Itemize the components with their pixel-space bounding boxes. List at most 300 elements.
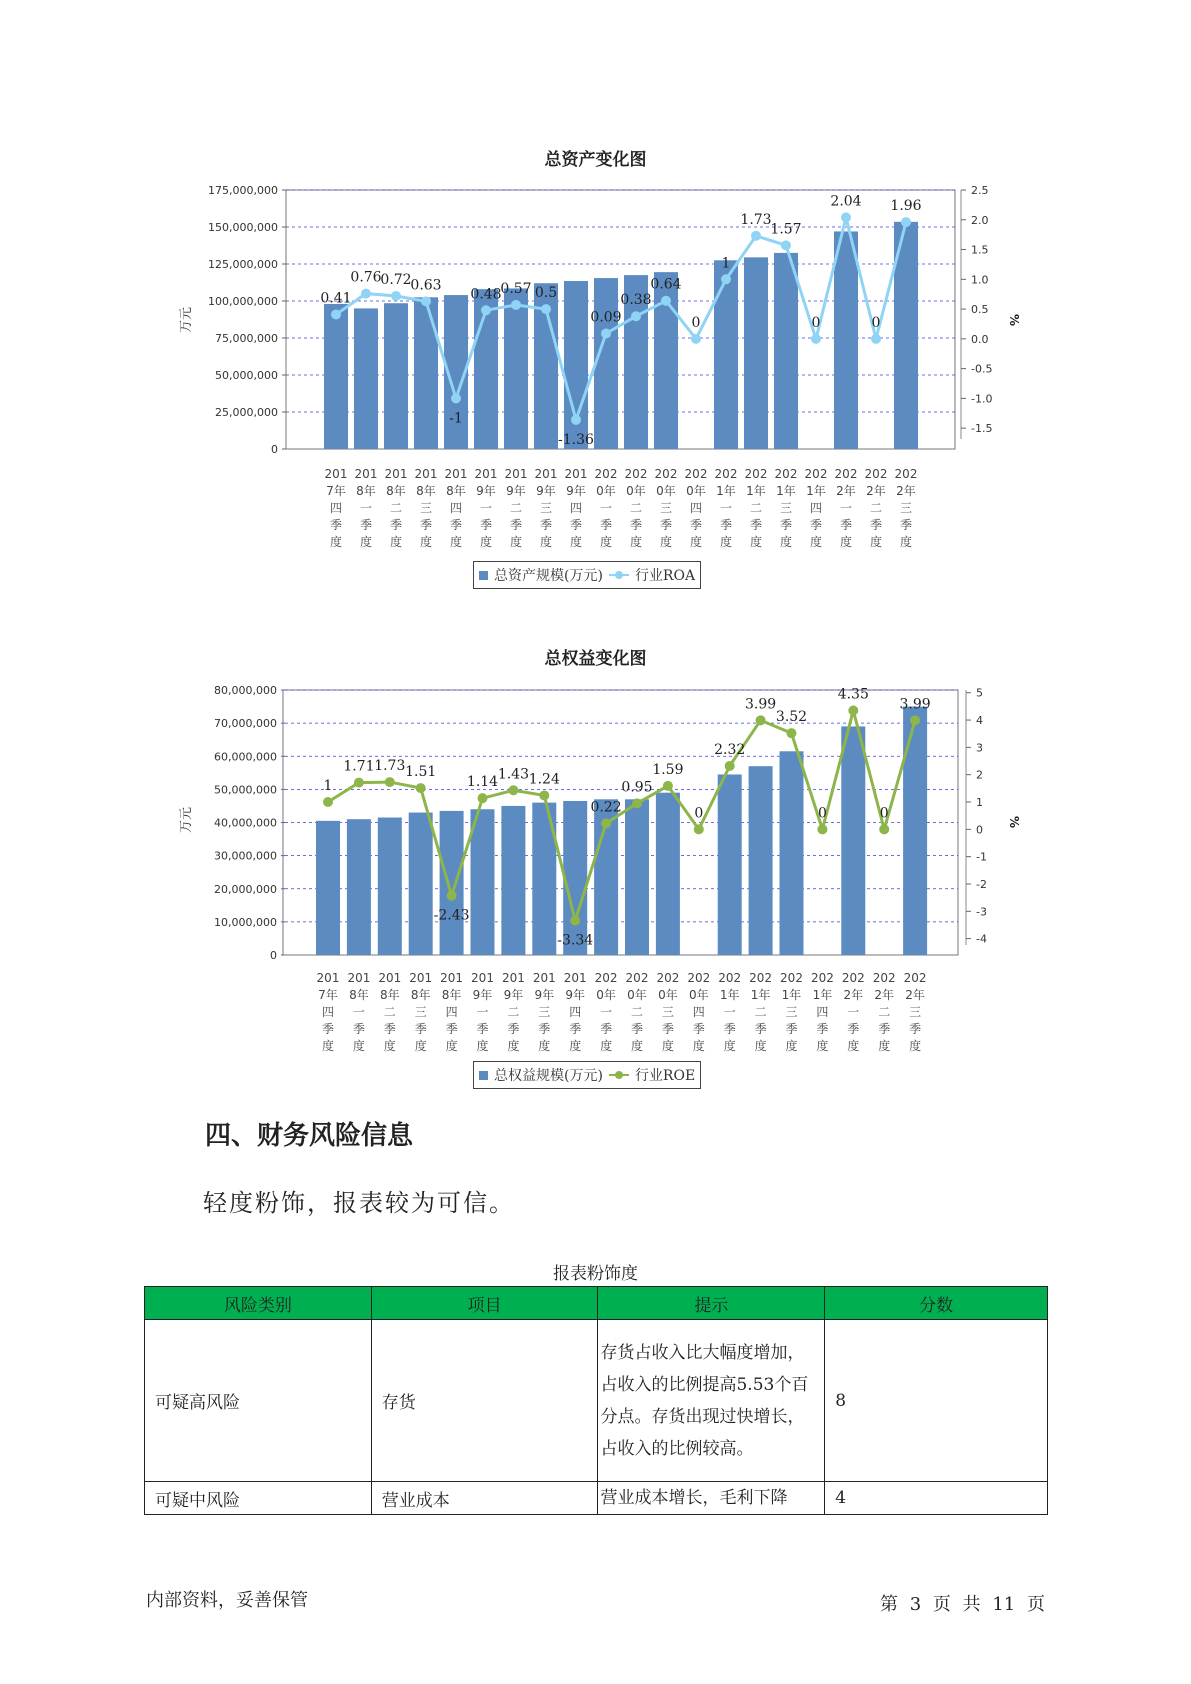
x-tick-label: 0年 bbox=[596, 988, 616, 1002]
data-label: 1.24 bbox=[528, 771, 560, 788]
x-tick-label: 度 bbox=[476, 1039, 489, 1053]
x-tick-label: 季 bbox=[878, 1022, 891, 1036]
data-label: 0.38 bbox=[620, 292, 652, 309]
x-tick-label: 202 bbox=[749, 971, 773, 985]
x-tick-label: 季 bbox=[383, 1022, 396, 1036]
x-tick-label: 9年 bbox=[506, 484, 526, 498]
x-tick-label: 202 bbox=[714, 467, 738, 481]
x-tick-label: 度 bbox=[899, 535, 913, 549]
data-label: 1.96 bbox=[890, 198, 922, 215]
data-label: 3.99 bbox=[899, 696, 931, 713]
y2-tick-label: 0 bbox=[976, 823, 983, 837]
x-tick-label: 三 bbox=[899, 501, 913, 515]
bar bbox=[347, 819, 371, 955]
data-label: 1.73 bbox=[374, 758, 406, 775]
header-risk-category: 风险类别 bbox=[145, 1287, 372, 1320]
data-label: 2.32 bbox=[714, 741, 746, 758]
x-tick-label: 8年 bbox=[446, 484, 466, 498]
x-tick-label: 一 bbox=[847, 1005, 860, 1019]
x-tick-label: 度 bbox=[321, 1039, 335, 1053]
line-point bbox=[694, 824, 704, 834]
footer-page-number: 第 3 页 共 11 页 bbox=[880, 1594, 1045, 1615]
x-tick-label: 四 bbox=[569, 501, 583, 515]
cell-score: 4 bbox=[825, 1482, 1048, 1515]
x-tick-label: 201 bbox=[474, 467, 498, 481]
line-point bbox=[416, 783, 426, 793]
x-tick-label: 季 bbox=[869, 518, 883, 532]
x-tick-label: 2年 bbox=[843, 988, 864, 1002]
x-tick-label: 季 bbox=[359, 518, 373, 532]
line-point bbox=[323, 797, 333, 807]
line-point bbox=[539, 790, 549, 800]
x-tick-label: 度 bbox=[449, 535, 463, 549]
x-tick-label: 四 bbox=[692, 1005, 705, 1019]
x-tick-label: 1年 bbox=[781, 988, 802, 1002]
line-point bbox=[879, 824, 889, 834]
data-label: 3.99 bbox=[745, 696, 777, 713]
x-tick-label: 201 bbox=[324, 467, 348, 481]
x-tick-label: 三 bbox=[909, 1005, 922, 1019]
x-tick-label: 202 bbox=[744, 467, 768, 481]
legend-bar-label: 总权益规模(万元) bbox=[494, 1068, 603, 1084]
x-tick-label: 8年 bbox=[386, 484, 406, 498]
y2-tick-label: -1 bbox=[976, 850, 987, 864]
x-tick-label: 季 bbox=[723, 1022, 736, 1036]
x-tick-label: 四 bbox=[445, 1005, 458, 1019]
x-tick-label: 一 bbox=[476, 1005, 489, 1019]
x-tick-label: 一 bbox=[839, 501, 853, 515]
x-tick-label: 季 bbox=[719, 518, 733, 532]
x-tick-label: 二 bbox=[507, 1005, 520, 1019]
x-tick-label: 201 bbox=[354, 467, 378, 481]
x-tick-label: 度 bbox=[723, 1039, 736, 1053]
x-tick-label: 9年 bbox=[534, 988, 555, 1002]
y2-tick-label: 1.5 bbox=[971, 243, 989, 257]
x-tick-label: 二 bbox=[754, 1005, 767, 1019]
data-label: 1.57 bbox=[770, 221, 802, 238]
line-point bbox=[817, 824, 827, 834]
x-tick-label: 季 bbox=[507, 1022, 520, 1036]
data-label: 0.72 bbox=[380, 271, 412, 288]
legend-total-equity bbox=[473, 1061, 701, 1089]
data-label: 0 bbox=[871, 314, 881, 331]
bar bbox=[471, 809, 495, 955]
chart-title-total-assets: 总资产变化图 bbox=[544, 150, 647, 170]
x-tick-label: 四 bbox=[329, 501, 343, 515]
x-tick-label: 季 bbox=[569, 1022, 582, 1036]
x-tick-label: 202 bbox=[718, 971, 742, 985]
y-tick-label: 40,000,000 bbox=[214, 816, 277, 830]
x-tick-label: 202 bbox=[594, 467, 618, 481]
x-tick-label: 一 bbox=[600, 1005, 613, 1019]
y2-tick-label: 2.0 bbox=[971, 213, 989, 227]
cell-item: 营业成本 bbox=[371, 1482, 598, 1515]
x-tick-label: 度 bbox=[816, 1039, 829, 1053]
y-tick-label: 50,000,000 bbox=[214, 783, 277, 797]
x-tick-label: 一 bbox=[359, 501, 373, 515]
x-tick-label: 2年 bbox=[896, 484, 916, 498]
x-tick-label: 季 bbox=[479, 518, 493, 532]
x-tick-label: 季 bbox=[839, 518, 853, 532]
x-tick-label: 2年 bbox=[905, 988, 925, 1002]
y2-tick-label: -0.5 bbox=[971, 362, 993, 376]
y-tick-label: 150,000,000 bbox=[208, 221, 278, 234]
x-tick-label: 度 bbox=[661, 1039, 674, 1053]
y2-tick-label: 2.5 bbox=[971, 184, 989, 197]
x-tick-label: 季 bbox=[414, 1022, 427, 1036]
data-label: 1.14 bbox=[466, 774, 499, 791]
chart-title-total-equity: 总权益变化图 bbox=[544, 649, 647, 669]
x-tick-label: 度 bbox=[909, 1039, 922, 1053]
cell-hint: 存货占收入比大幅度增加，占收入的比例提高5.53个百分点。存货出现过快增长，占收入的比例较高。 bbox=[598, 1320, 825, 1482]
y-tick-label: 50,000,000 bbox=[215, 369, 278, 382]
data-label: 1.73 bbox=[740, 211, 772, 228]
x-tick-label: 度 bbox=[509, 535, 523, 549]
x-tick-label: 202 bbox=[774, 467, 798, 481]
x-tick-label: 1年 bbox=[719, 988, 740, 1002]
x-tick-label: 一 bbox=[723, 1005, 736, 1019]
x-tick-label: 二 bbox=[869, 501, 883, 515]
y-tick-label: 20,000,000 bbox=[214, 882, 277, 896]
y-axis-label: 万元 bbox=[179, 306, 194, 334]
x-tick-label: 9年 bbox=[565, 988, 586, 1002]
cell-item: 存货 bbox=[371, 1320, 598, 1482]
legend-line-label: 行业ROA bbox=[634, 568, 696, 584]
data-label: -2.43 bbox=[433, 907, 470, 924]
bar bbox=[780, 751, 804, 955]
x-tick-label: 度 bbox=[779, 535, 793, 549]
x-tick-label: 季 bbox=[816, 1022, 829, 1036]
x-tick-label: 一 bbox=[719, 501, 733, 515]
x-tick-label: 季 bbox=[689, 518, 703, 532]
x-tick-label: 度 bbox=[445, 1039, 458, 1053]
data-label: 0.57 bbox=[500, 280, 532, 297]
x-tick-label: 0年 bbox=[686, 484, 706, 498]
line-point bbox=[385, 777, 395, 787]
bar bbox=[718, 774, 742, 955]
y-tick-label: 75,000,000 bbox=[215, 332, 278, 345]
y-tick-label: 10,000,000 bbox=[214, 915, 277, 929]
x-tick-label: 202 bbox=[834, 467, 858, 481]
x-tick-label: 度 bbox=[785, 1039, 798, 1053]
x-tick-label: 四 bbox=[809, 501, 823, 515]
x-tick-label: 201 bbox=[504, 467, 528, 481]
x-tick-label: 202 bbox=[654, 467, 678, 481]
x-tick-label: 度 bbox=[630, 1039, 644, 1053]
x-tick-label: 202 bbox=[656, 971, 680, 985]
y-tick-label: 0 bbox=[271, 443, 278, 456]
data-label: 0.5 bbox=[534, 285, 558, 302]
y2-tick-label: -1.5 bbox=[971, 422, 993, 436]
y2-tick-label: 0.0 bbox=[971, 332, 989, 346]
y-tick-label: 30,000,000 bbox=[214, 849, 277, 863]
x-tick-label: 8年 bbox=[356, 484, 376, 498]
legend-bar-swatch bbox=[479, 1071, 488, 1080]
y-tick-label: 100,000,000 bbox=[208, 295, 278, 308]
x-tick-label: 一 bbox=[352, 1005, 365, 1019]
x-tick-label: 三 bbox=[538, 1005, 551, 1019]
x-tick-label: 二 bbox=[629, 501, 643, 515]
x-tick-label: 度 bbox=[419, 535, 433, 549]
data-label: -1.36 bbox=[558, 431, 594, 448]
header-hint: 提示 bbox=[598, 1287, 825, 1320]
x-tick-label: 7年 bbox=[326, 484, 346, 498]
x-tick-label: 度 bbox=[692, 1039, 705, 1053]
header-score: 分数 bbox=[825, 1287, 1048, 1320]
x-tick-label: 1年 bbox=[746, 484, 766, 498]
x-tick-label: 8年 bbox=[379, 988, 400, 1002]
x-tick-label: 202 bbox=[684, 467, 708, 481]
line-point bbox=[910, 715, 920, 725]
x-tick-label: 度 bbox=[839, 535, 853, 549]
x-tick-label: 度 bbox=[869, 535, 883, 549]
x-tick-label: 季 bbox=[599, 518, 613, 532]
x-tick-label: 2年 bbox=[874, 988, 895, 1002]
y2-tick-label: -3 bbox=[976, 905, 987, 919]
y-tick-label: 25,000,000 bbox=[215, 406, 278, 419]
data-label: -1 bbox=[449, 410, 463, 427]
x-tick-label: 季 bbox=[509, 518, 523, 532]
y2-tick-label: -1.0 bbox=[971, 392, 993, 406]
x-tick-label: 季 bbox=[659, 518, 673, 532]
x-tick-label: 0年 bbox=[658, 988, 678, 1002]
x-tick-label: 202 bbox=[594, 971, 618, 985]
x-tick-label: 度 bbox=[847, 1039, 860, 1053]
x-tick-label: 四 bbox=[689, 501, 703, 515]
x-tick-label: 二 bbox=[630, 1005, 644, 1019]
y-tick-label: 125,000,000 bbox=[208, 258, 278, 271]
line-point bbox=[725, 761, 735, 771]
x-tick-label: 度 bbox=[878, 1039, 891, 1053]
data-label: 0 bbox=[879, 805, 889, 822]
data-label: 0.09 bbox=[590, 309, 622, 326]
line-point bbox=[787, 728, 797, 738]
x-tick-label: 度 bbox=[599, 535, 613, 549]
x-tick-label: 202 bbox=[625, 971, 649, 985]
y2-tick-label: -2 bbox=[976, 877, 987, 891]
x-tick-label: 201 bbox=[347, 971, 371, 985]
x-tick-label: 季 bbox=[847, 1022, 860, 1036]
x-tick-label: 度 bbox=[754, 1039, 767, 1053]
x-tick-label: 度 bbox=[809, 535, 823, 549]
x-tick-label: 度 bbox=[389, 535, 403, 549]
x-tick-label: 季 bbox=[785, 1022, 798, 1036]
cell-risk-category: 可疑中风险 bbox=[145, 1482, 372, 1515]
data-label: 0.95 bbox=[621, 779, 653, 796]
x-tick-label: 1年 bbox=[812, 988, 833, 1002]
x-tick-label: 202 bbox=[624, 467, 648, 481]
legend-bar-label: 总资产规模(万元) bbox=[494, 568, 603, 584]
x-tick-label: 四 bbox=[816, 1005, 829, 1019]
data-label: 1 bbox=[721, 255, 731, 272]
x-tick-label: 201 bbox=[378, 971, 402, 985]
x-tick-label: 度 bbox=[569, 1039, 582, 1053]
x-tick-label: 度 bbox=[539, 535, 553, 549]
header-item: 项目 bbox=[371, 1287, 598, 1320]
x-tick-label: 度 bbox=[352, 1039, 365, 1053]
line-point bbox=[601, 818, 611, 828]
y-tick-label: 175,000,000 bbox=[208, 184, 278, 197]
table-row bbox=[145, 1482, 1048, 1515]
x-tick-label: 2年 bbox=[836, 484, 856, 498]
x-tick-label: 季 bbox=[445, 1022, 458, 1036]
x-tick-label: 9年 bbox=[476, 484, 496, 498]
x-tick-label: 季 bbox=[389, 518, 403, 532]
y-axis-label: 万元 bbox=[179, 806, 194, 834]
x-tick-label: 202 bbox=[804, 467, 828, 481]
x-tick-label: 季 bbox=[569, 518, 583, 532]
x-tick-label: 季 bbox=[539, 518, 553, 532]
line-point bbox=[478, 793, 488, 803]
bar bbox=[378, 818, 402, 955]
x-tick-label: 202 bbox=[841, 971, 865, 985]
data-label: 0 bbox=[817, 805, 827, 822]
x-tick-label: 201 bbox=[534, 467, 558, 481]
data-label: 4.35 bbox=[837, 686, 869, 703]
table-header-row bbox=[145, 1287, 1048, 1320]
bar bbox=[749, 766, 773, 955]
bar bbox=[903, 707, 927, 955]
bar bbox=[316, 821, 340, 955]
x-tick-label: 二 bbox=[389, 501, 403, 515]
line-point bbox=[508, 785, 518, 795]
x-tick-label: 201 bbox=[316, 971, 340, 985]
y-tick-label: 80,000,000 bbox=[214, 684, 277, 697]
x-tick-label: 9年 bbox=[472, 988, 493, 1002]
line-point bbox=[756, 715, 766, 725]
y2-tick-label: 1 bbox=[976, 796, 983, 810]
x-tick-label: 8年 bbox=[441, 988, 462, 1002]
data-label: 0.76 bbox=[350, 269, 382, 286]
x-tick-label: 季 bbox=[779, 518, 793, 532]
line-point bbox=[447, 891, 457, 901]
cell-score: 8 bbox=[825, 1320, 1048, 1482]
data-label: -3.34 bbox=[557, 932, 594, 949]
x-tick-label: 201 bbox=[409, 971, 433, 985]
data-label: 2.04 bbox=[830, 193, 862, 210]
x-tick-label: 季 bbox=[419, 518, 433, 532]
x-tick-label: 0年 bbox=[627, 988, 647, 1002]
x-tick-label: 度 bbox=[359, 535, 373, 549]
y2-tick-label: 5 bbox=[976, 686, 983, 700]
x-tick-label: 度 bbox=[329, 535, 343, 549]
x-tick-label: 季 bbox=[600, 1022, 613, 1036]
x-tick-label: 0年 bbox=[656, 484, 676, 498]
data-label: 1.59 bbox=[652, 761, 684, 778]
x-tick-label: 三 bbox=[661, 1005, 674, 1019]
risk-table bbox=[144, 1286, 1048, 1515]
y2-tick-label: -4 bbox=[976, 932, 987, 946]
x-tick-label: 度 bbox=[600, 1039, 613, 1053]
x-tick-label: 201 bbox=[444, 467, 468, 481]
x-tick-label: 度 bbox=[719, 535, 733, 549]
x-tick-label: 0年 bbox=[626, 484, 646, 498]
x-tick-label: 1年 bbox=[716, 484, 736, 498]
x-tick-label: 度 bbox=[569, 535, 583, 549]
x-tick-label: 三 bbox=[785, 1005, 798, 1019]
y2-tick-label: 4 bbox=[976, 714, 983, 728]
x-tick-label: 三 bbox=[779, 501, 793, 515]
x-tick-label: 7年 bbox=[318, 988, 338, 1002]
data-label: 0 bbox=[811, 314, 821, 331]
x-tick-label: 202 bbox=[864, 467, 888, 481]
data-label: 0.41 bbox=[320, 290, 352, 307]
y2-tick-label: 1.0 bbox=[971, 273, 989, 287]
footer-confidential: 内部资料，妥善保管 bbox=[146, 1590, 308, 1611]
bar bbox=[409, 813, 433, 955]
x-tick-label: 202 bbox=[810, 971, 834, 985]
x-tick-label: 度 bbox=[659, 535, 673, 549]
x-tick-label: 二 bbox=[878, 1005, 891, 1019]
x-tick-label: 202 bbox=[780, 971, 803, 985]
y2-axis-label: % bbox=[1007, 815, 1021, 829]
data-label: 0.64 bbox=[650, 276, 682, 293]
x-tick-label: 201 bbox=[414, 467, 438, 481]
x-tick-label: 二 bbox=[749, 501, 763, 515]
x-tick-label: 1年 bbox=[776, 484, 796, 498]
y2-tick-label: 3 bbox=[976, 741, 983, 755]
cell-risk-category: 可疑高风险 bbox=[145, 1320, 372, 1482]
x-tick-label: 201 bbox=[564, 467, 588, 481]
x-tick-label: 三 bbox=[659, 501, 673, 515]
section-heading: 四、财务风险信息 bbox=[205, 1121, 414, 1151]
x-tick-label: 9年 bbox=[536, 484, 556, 498]
data-label: 0 bbox=[691, 314, 701, 331]
y-tick-label: 0 bbox=[270, 949, 277, 962]
x-tick-label: 季 bbox=[476, 1022, 489, 1036]
y2-axis-label: % bbox=[1007, 313, 1021, 327]
data-label: 1.71 bbox=[343, 758, 375, 775]
x-tick-label: 三 bbox=[414, 1005, 427, 1019]
x-tick-label: 季 bbox=[692, 1022, 705, 1036]
bar bbox=[440, 811, 464, 955]
legend-line-label: 行业ROE bbox=[634, 1068, 696, 1084]
x-tick-label: 一 bbox=[479, 501, 493, 515]
x-tick-label: 9年 bbox=[503, 988, 524, 1002]
bar bbox=[501, 806, 525, 955]
bar bbox=[841, 726, 865, 955]
x-tick-label: 201 bbox=[501, 971, 525, 985]
x-tick-label: 季 bbox=[538, 1022, 551, 1036]
bar bbox=[625, 799, 649, 955]
x-tick-label: 季 bbox=[754, 1022, 767, 1036]
y2-tick-label: 2 bbox=[976, 768, 983, 782]
x-tick-label: 度 bbox=[749, 535, 763, 549]
line-point bbox=[632, 798, 642, 808]
x-tick-label: 度 bbox=[383, 1039, 396, 1053]
data-label: 1.51 bbox=[405, 764, 437, 781]
x-tick-label: 1年 bbox=[750, 988, 771, 1002]
table-caption: 报表粉饰度 bbox=[553, 1264, 638, 1284]
x-tick-label: 季 bbox=[661, 1022, 674, 1036]
x-tick-label: 202 bbox=[687, 971, 711, 985]
x-tick-label: 四 bbox=[321, 1005, 335, 1019]
x-tick-label: 8年 bbox=[349, 988, 369, 1002]
x-tick-label: 三 bbox=[539, 501, 553, 515]
line-point bbox=[570, 916, 580, 926]
x-tick-label: 季 bbox=[352, 1022, 365, 1036]
data-label: 1.43 bbox=[497, 766, 529, 783]
x-tick-label: 季 bbox=[321, 1022, 335, 1036]
x-tick-label: 1年 bbox=[806, 484, 826, 498]
x-tick-label: 2年 bbox=[866, 484, 886, 498]
x-tick-label: 季 bbox=[329, 518, 343, 532]
line-point bbox=[663, 781, 673, 791]
x-tick-label: 8年 bbox=[416, 484, 436, 498]
x-tick-label: 季 bbox=[899, 518, 913, 532]
y2-tick-label: 0.5 bbox=[971, 303, 989, 317]
data-label: 1 bbox=[323, 778, 333, 795]
